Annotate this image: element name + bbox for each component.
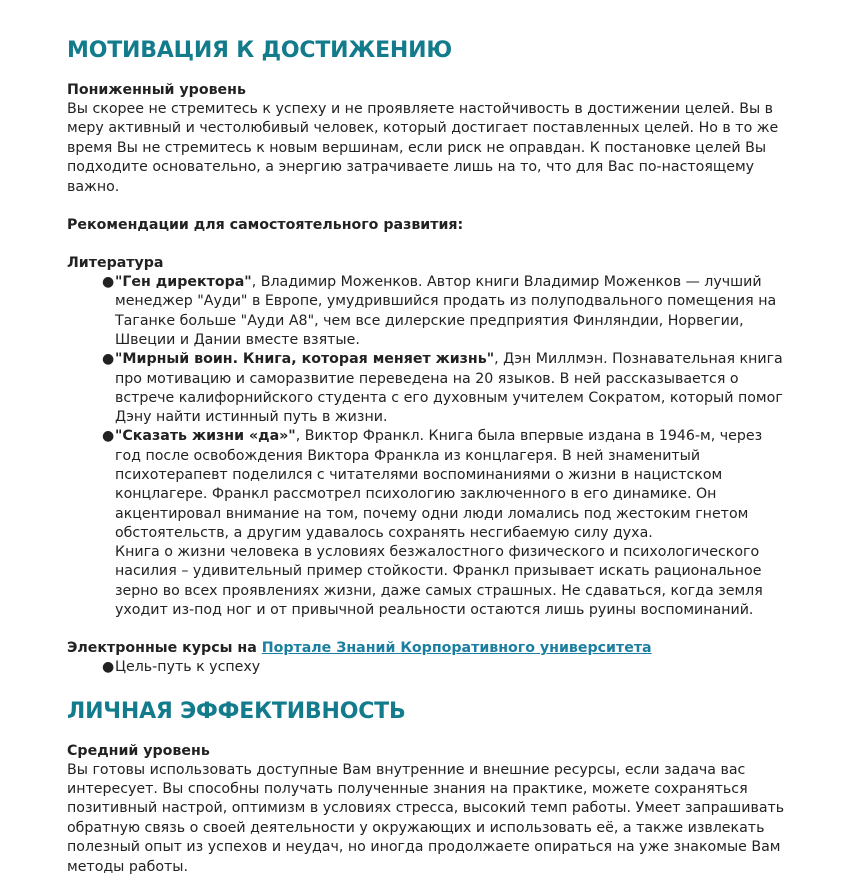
motivation-level: Пониженный уровень: [67, 82, 246, 98]
book-title: "Ген директора": [115, 274, 252, 291]
course-name: Цель-путь к успеху: [115, 659, 261, 676]
book-text: , Дэн Миллмэн. Познавательная книга про мотивацию и саморазвитие переведена на 20 языков. В ней рассказывается о встрече калифорнийского студента с его духовным учителем Сократом, который помог Дэну найти истинный путь в жизни.: [115, 351, 783, 426]
courses-title: [67, 639, 787, 658]
book-extra-text: Книга о жизни человека в условиях безжалостного физического и психологического насилия – удивительный пример стойкости. Франкл призывает искать рациональное зерно во всех проявлениях жизни, даже самых страшных. Не сдаваться, когда земля уходит из-под ног и от привычной реальности остаются лишь руины воспоминаний.: [115, 544, 763, 619]
book-text: , Владимир Моженков. Автор книги Владимир Моженков — лучший менеджер "Ауди" в Европе, умудрившийся продать из полуподвального помещения на Таганке больше "Ауди А8", чем все дилерские предприятия Финляндии, Норвегии, Швеции и Дании вместе взятые.: [115, 274, 777, 348]
list-item: [102, 427, 787, 620]
document-page: [67, 36, 787, 877]
book-list: [67, 273, 787, 620]
courses-prefix: Электронные курсы на: [67, 640, 262, 657]
book-title: "Сказать жизни «да»": [115, 428, 296, 445]
motivation-description: Вы скорее не стремитесь к успеху и не проявляете настойчивость в достижении целей. Вы в меру активный и честолюбивый человек, который достигает поставленных целей. Но в то же время Вы не стремитесь к новым вершинам, если риск не оправдан. К постановке целей Вы подходите основательно, а энергию затрачиваете лишь на то, что для Вас по-настоящему важно.: [67, 101, 779, 195]
bullet-icon: ●: [102, 351, 115, 368]
list-item: [102, 658, 787, 677]
book-title: "Мирный воин. Книга, которая меняет жизнь": [115, 351, 495, 368]
course-list: [67, 658, 787, 677]
efficiency-level: Средний уровень: [67, 742, 210, 759]
recommendations-title: Рекомендации для самостоятельного развития:: [67, 217, 464, 234]
section-title-motivation: МОТИВАЦИЯ К ДОСТИЖЕНИЮ: [67, 38, 452, 63]
list-item: [102, 350, 787, 427]
efficiency-description: Вы готовы использовать доступные Вам внутренние и внешние ресурсы, если задача вас интересует. Вы способны получать полученные знания на практике, можете сохраняться позитивный настрой, оптимизм в условиях стресса, высокий темп работы. Умеет запрашивать обратную связь о своей деятельности у окружающих и использовать её, а также извлекать полезный опыт из успехов и неудач, но иногда продолжаете опираться на уже знакомые Вам методы работы.: [67, 761, 785, 875]
section-title-efficiency: ЛИЧНАЯ ЭФФЕКТИВНОСТЬ: [67, 698, 406, 724]
bullet-icon: ●: [102, 274, 115, 291]
bullet-icon: ●: [102, 659, 115, 676]
bullet-icon: ●: [102, 428, 115, 445]
knowledge-portal-link[interactable]: Порталe Знаний Корпоративного университета: [261, 640, 652, 657]
list-item: [102, 273, 787, 350]
literature-title: Литература: [67, 255, 164, 272]
book-text: , Виктор Франкл. Книга была впервые издана в 1946-м, через год после освобождения Виктора Франкла из концлагеря. В ней знаменитый психотерапевт поделился с читателями воспоминаниями о жизни в нацистском концлагере. Франкл рассмотрел психологию заключенного в его динамике. Он акцентировал внимание на том, почему одни люди ломались под жестоким гнетом обстоятельств, а другим удавалось сохранять несгибаемую силу духа.: [115, 428, 763, 541]
